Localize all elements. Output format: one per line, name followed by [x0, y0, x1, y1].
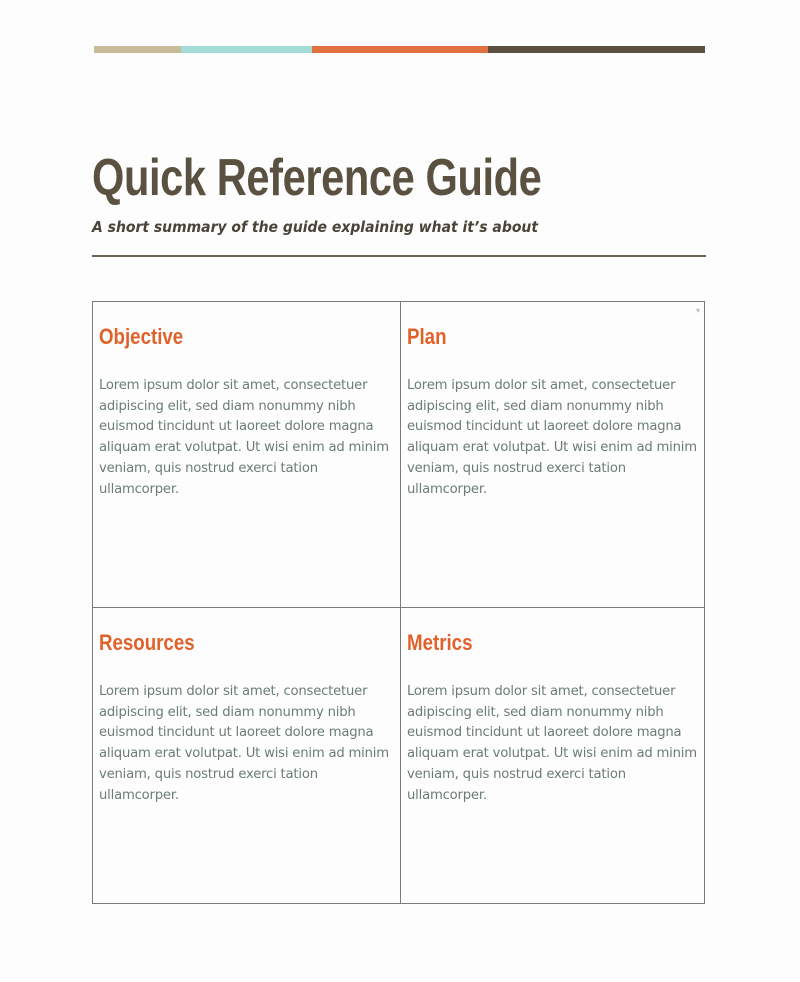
section-body[interactable]: Lorem ipsum dolor sit amet, consectetuer adipiscing elit, sed diam nonummy nibh euismod tincidunt ut laoreet dolore magna aliquam erat volutpat. Ut wisi enim ad minim veniam, quis nostrud exerci tation ullamcorper. — [99, 684, 389, 803]
section-body[interactable]: Lorem ipsum dolor sit amet, consectetuer adipiscing elit, sed diam nonummy nibh euismod tincidunt ut laoreet dolore magna aliquam erat volutpat. Ut wisi enim ad minim veniam, quis nostrud exerci tation ullamcorper. — [407, 684, 697, 803]
color-bar-segment-dark — [488, 46, 705, 53]
color-bar-segment-teal — [181, 46, 312, 53]
section-body[interactable]: Lorem ipsum dolor sit amet, consectetuer adipiscing elit, sed diam nonummy nibh euismod tincidunt ut laoreet dolore magna aliquam erat volutpat. Ut wisi enim ad minim veniam, quis nostrud exerci tation ullamcorper. — [407, 378, 697, 497]
section-metrics — [400, 607, 704, 903]
section-plan — [400, 302, 704, 607]
section-resources — [93, 607, 400, 903]
section-objective — [93, 302, 400, 607]
section-heading: Resources — [99, 630, 195, 655]
dropdown-handle-icon[interactable]: ▾ — [695, 306, 700, 315]
color-bar-segment-tan — [94, 46, 181, 53]
color-bar-segment-orange — [312, 46, 488, 53]
section-body[interactable]: Lorem ipsum dolor sit amet, consectetuer adipiscing elit, sed diam nonummy nibh euismod tincidunt ut laoreet dolore magna aliquam erat volutpat. Ut wisi enim ad minim veniam, quis nostrud exerci tation ullamcorper. — [99, 378, 389, 497]
color-bar — [94, 46, 705, 53]
divider — [92, 255, 706, 257]
page-title: Quick Reference Guide — [92, 149, 542, 207]
section-heading: Objective — [99, 324, 184, 349]
page-subtitle: A short summary of the guide explaining what it’s about — [92, 218, 539, 236]
reference-grid — [92, 301, 705, 904]
section-heading: Metrics — [407, 630, 473, 655]
section-heading: Plan — [407, 324, 447, 349]
